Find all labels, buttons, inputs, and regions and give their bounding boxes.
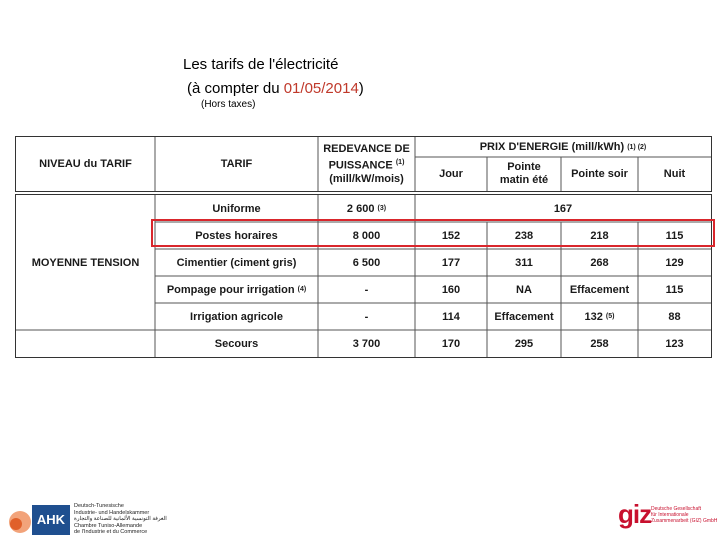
row-cimentier-redevance: 6 500 <box>352 256 381 269</box>
row-cimentier-soir: 268 <box>590 256 609 269</box>
header-redevance-footnote: (1) <box>395 158 405 166</box>
header-pointe-line1: Pointe <box>507 161 541 173</box>
ahk-logo <box>2 502 167 538</box>
row-irrigation-redevance: - <box>364 310 369 323</box>
row-secours-nuit: 123 <box>665 337 684 350</box>
row-postes-redevance: 8 000 <box>352 229 381 242</box>
row-pompage-redevance: - <box>364 283 369 296</box>
row-irrigation-footnote: (5) <box>605 313 615 320</box>
giz-text-line1: Deutsche Gesellschaft <box>651 506 702 512</box>
header-prix-footnote: (1) (2) <box>627 143 647 151</box>
row-cimentier-pointe: 311 <box>515 256 533 269</box>
row-postes-tarif: Postes horaires <box>195 229 278 242</box>
giz-logo <box>618 500 718 532</box>
row-irrigation-nuit: 88 <box>668 310 681 323</box>
row-postes-nuit: 115 <box>665 229 684 242</box>
row-uniforme-footnote: (3) <box>377 205 387 212</box>
header-pointe-matin <box>487 157 561 191</box>
giz-text-line3: Zusammenarbeit (GIZ) GmbH <box>651 518 718 524</box>
subtitle-date: 01/05/2014 <box>283 80 359 97</box>
header-nuit: Nuit <box>663 168 686 180</box>
page-subtitle <box>187 79 364 99</box>
row-pompage-soir: Effacement <box>569 283 630 296</box>
row-pompage-nuit: 115 <box>665 283 684 296</box>
subtitle-prefix: (à compter du <box>187 80 284 97</box>
header-redevance-line3: (mill/kW/mois) <box>329 173 404 186</box>
giz-text <box>651 506 717 524</box>
row-pompage-footnote: (4) <box>297 286 307 293</box>
row-secours-jour: 170 <box>441 337 461 350</box>
row-cimentier-tarif: Cimentier (ciment gris) <box>176 256 297 269</box>
row-postes-soir: 218 <box>590 229 609 242</box>
header-jour: Jour <box>439 168 463 180</box>
header-redevance <box>318 137 415 191</box>
ahk-text-line1: Deutsch-Tunesische <box>74 503 124 509</box>
ahk-text-line3: الغرفة التونسية الألمانية للصناعة والتجارة <box>74 516 167 523</box>
header-pointe-line2: matin été <box>499 174 549 186</box>
ahk-text-line2: Industrie- und Handelskammer <box>74 509 150 516</box>
row-secours-soir: 258 <box>590 337 609 350</box>
row-secours-pointe: 295 <box>514 337 534 350</box>
row-irrigation-jour: 114 <box>442 310 460 323</box>
row-uniforme-redevance <box>318 195 415 222</box>
row-irrigation-tarif: Irrigation agricole <box>190 310 283 323</box>
row-uniforme-energie: 167 <box>553 202 573 215</box>
row-pompage-jour: 160 <box>441 283 461 296</box>
tax-note: (Hors taxes) <box>201 99 256 110</box>
header-pointe-soir: Pointe soir <box>571 168 628 180</box>
header-prix <box>415 137 711 157</box>
row-secours-redevance: 3 700 <box>352 337 381 350</box>
row-secours-tarif: Secours <box>214 337 259 350</box>
row-pompage-tarif <box>155 276 318 303</box>
group-label-moyenne-tension: MOYENNE TENSION <box>31 256 140 269</box>
row-pompage-tarif-text: Pompage pour irrigation <box>166 283 295 296</box>
header-redevance-text: PUISSANCE <box>328 159 393 172</box>
row-postes-pointe: 238 <box>514 229 534 242</box>
page-title: Les tarifs de l'électricité <box>183 56 339 73</box>
ahk-mark: AHK <box>36 512 66 527</box>
row-irrigation-soir-value: 132 <box>584 310 603 323</box>
giz-mark: giz <box>618 499 652 529</box>
header-redevance-line2 <box>329 156 405 173</box>
row-uniforme-tarif: Uniforme <box>212 202 261 215</box>
row-cimentier-nuit: 129 <box>665 256 684 269</box>
row-postes-jour: 152 <box>441 229 461 242</box>
ahk-text <box>74 503 167 536</box>
highlight-postes-horaires <box>151 219 715 247</box>
row-irrigation-soir <box>561 303 638 330</box>
header-prix-text: PRIX D'ENERGIE (mill/kWh) <box>479 141 625 153</box>
tariff-header <box>15 136 712 192</box>
header-tarif: TARIF <box>220 158 253 170</box>
subtitle-suffix: ) <box>358 80 364 97</box>
row-irrigation-pointe: Effacement <box>494 310 554 323</box>
row-cimentier-jour: 177 <box>441 256 461 269</box>
ahk-text-line4: Chambre Tuniso-Allemande <box>74 522 143 529</box>
ahk-text-line5: de l'Industrie et du Commerce <box>74 529 148 536</box>
row-pompage-pointe: NA <box>516 283 532 296</box>
row-uniforme-redevance-value: 2 600 <box>346 202 375 215</box>
header-redevance-line1: REDEVANCE DE <box>323 142 410 155</box>
header-niveau: NIVEAU du TARIF <box>39 158 132 170</box>
giz-text-line2: für Internationale <box>651 512 689 518</box>
